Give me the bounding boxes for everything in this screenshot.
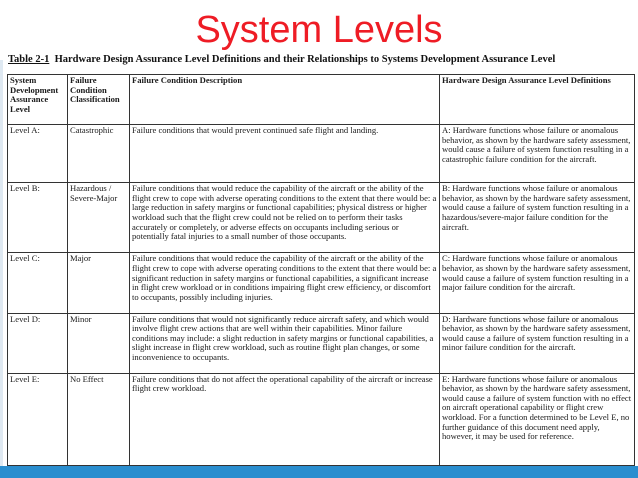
cell-definition: C: Hardware functions whose failure or anomalous behavior, as shown by the hardware safety assessment, would cause a failure of system function resulting in a major failure condition for the aircraft. (440, 253, 635, 313)
table-caption (8, 52, 633, 68)
header-classification: Failure Condition Classification (68, 75, 130, 125)
table-row-level-b (8, 183, 635, 253)
cell-description: Failure conditions that would not significantly reduce aircraft safety, and which would involve flight crew actions that are well within their capabilities. Minor failure conditions may include: a slight reduction in safety margins or functional capabilities, a slight increase in flight crew workload, such as routine flight plan changes, or some inconvenience to occupants. (130, 313, 440, 373)
cell-description: Failure conditions that would reduce the capability of the aircraft or the ability of the flight crew to cope with adverse operating conditions to the extent that there would be: a large reduction in safety margins or functional capabilities; physical distress or higher workload such that the flight crew could not be relied on to perform their tasks accurately or completely, or adverse effects on occupants including serious or potentially fatal injuries to a small number of those occupants. (130, 183, 440, 253)
cell-level: Level A: (8, 125, 68, 183)
table-number: Table 2-1 (8, 54, 50, 65)
cell-definition: D: Hardware functions whose failure or anomalous behavior, as shown by the hardware safety assessment, would cause a failure of system function resulting in a minor failure condition for the aircraft. (440, 313, 635, 373)
table-caption-title: Hardware Design Assurance Level Definitions and their Relationships to Systems Development Assurance Level (54, 54, 556, 65)
assurance-level-table (7, 74, 635, 466)
table-row-level-e (8, 373, 635, 465)
table-row-level-a (8, 125, 635, 183)
header-description: Failure Condition Description (130, 75, 440, 125)
header-definitions: Hardware Design Assurance Level Definitions (440, 75, 635, 125)
table-header-row (8, 75, 635, 125)
cell-description: Failure conditions that do not affect the operational capability of the aircraft or increase flight crew workload. (130, 373, 440, 465)
cell-classification: Major (68, 253, 130, 313)
cell-level: Level B: (8, 183, 68, 253)
slide-side-strip (0, 60, 3, 466)
cell-description: Failure conditions that would prevent continued safe flight and landing. (130, 125, 440, 183)
slide-footer-bar (0, 466, 638, 478)
cell-level: Level C: (8, 253, 68, 313)
cell-classification: Catastrophic (68, 125, 130, 183)
cell-description: Failure conditions that would reduce the capability of the aircraft or the ability of the flight crew to cope with adverse operating conditions to the extent that there would be: a significant reduction in safety margins or functional capabilities, a significant increase in flight crew workload or in conditions impairing flight crew efficiency, or discomfort to occupants, possibly including injuries. (130, 253, 440, 313)
cell-classification: No Effect (68, 373, 130, 465)
cell-definition: A: Hardware functions whose failure or anomalous behavior, as shown by the hardware safety assessment, would cause a failure of system function resulting in a catastrophic failure condition for the aircraft. (440, 125, 635, 183)
slide-title: System Levels (195, 9, 443, 51)
header-system-level: System Development Assurance Level (8, 75, 68, 125)
table-row-level-d (8, 313, 635, 373)
cell-classification: Hazardous / Severe-Major (68, 183, 130, 253)
cell-definition: E: Hardware functions whose failure or anomalous behavior, as shown by the hardware safety assessment, would cause a failure of system function with no effect on aircraft operational capability or flight crew workload. For a function determined to be Level E, no further guidance of this document need apply, however, it may be used for reference. (440, 373, 635, 465)
cell-level: Level D: (8, 313, 68, 373)
table-row-level-c (8, 253, 635, 313)
cell-definition: B: Hardware functions whose failure or anomalous behavior, as shown by the hardware safety assessment, would cause a failure of system function resulting in a hazardous/severe-major failure condition for the aircraft. (440, 183, 635, 253)
cell-level: Level E: (8, 373, 68, 465)
cell-classification: Minor (68, 313, 130, 373)
